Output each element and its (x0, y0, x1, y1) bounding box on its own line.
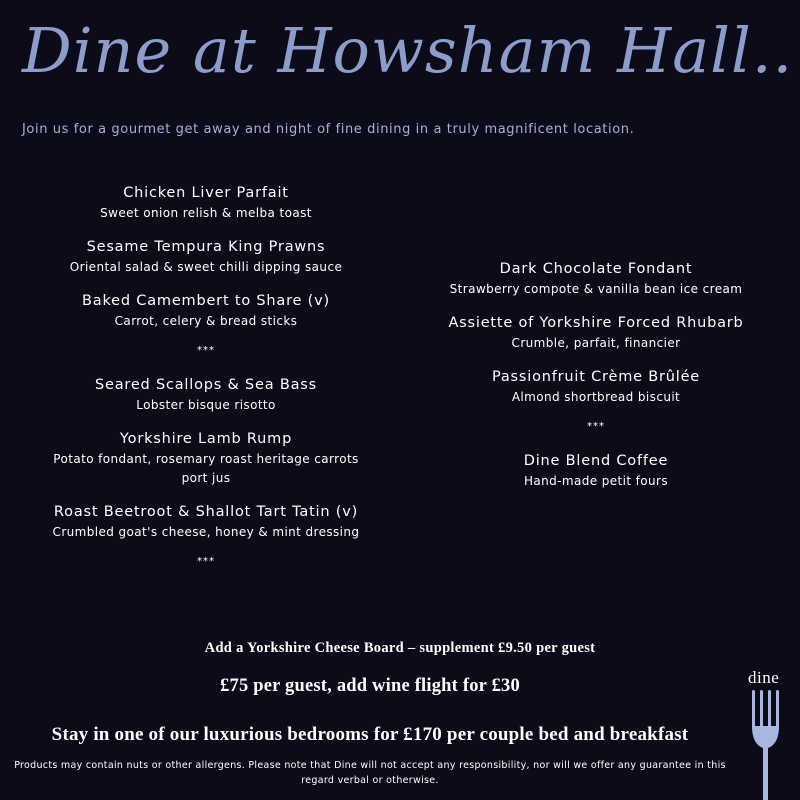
dish-name: Sesame Tempura King Prawns (86, 239, 326, 255)
course-separator: *** (587, 421, 605, 432)
price-line: £75 per guest, add wine flight for £30 (220, 676, 520, 696)
dish-description: Strawberry compote & vanilla bean ice cream (449, 282, 743, 296)
menu-item (420, 312, 772, 353)
dish-description: Almond shortbread biscuit (511, 390, 681, 404)
menu-item (20, 428, 392, 488)
intro-text: Join us for a gourmet get away and night of fine dining in a truly magnificent location. (22, 122, 635, 137)
dish-description: Potato fondant, rosemary roast heritage carrots (53, 452, 359, 466)
dish-description-extra: port jus (181, 471, 231, 485)
menu-item (20, 290, 392, 331)
menu-item (420, 258, 772, 299)
dish-name: Assiette of Yorkshire Forced Rhubarb (448, 315, 744, 331)
course-separator: *** (197, 556, 215, 567)
dish-description: Oriental salad & sweet chilli dipping sauce (69, 260, 343, 274)
dish-description: Lobster bisque risotto (136, 398, 276, 412)
allergen-disclaimer: Products may contain nuts or other allergens. Please note that Dine will not accept any responsibility, nor will we offer any guarantee in this regard verbal or otherwise. (14, 760, 726, 786)
menu-right-column (420, 258, 772, 504)
stay-offer: Stay in one of our luxurious bedrooms for £170 per couple bed and breakfast (51, 724, 689, 745)
menu-item (20, 374, 392, 415)
dish-name: Dark Chocolate Fondant (499, 261, 693, 277)
dish-name: Roast Beetroot & Shallot Tart Tatin (v) (53, 504, 359, 520)
menu-left-column (20, 182, 392, 585)
dish-name: Yorkshire Lamb Rump (119, 431, 293, 447)
dish-name: Passionfruit Crème Brûlée (491, 369, 701, 385)
menu-item (420, 450, 772, 491)
dish-name: Dine Blend Coffee (523, 453, 669, 469)
dish-name: Seared Scallops & Sea Bass (94, 377, 318, 393)
dish-name: Chicken Liver Parfait (123, 185, 289, 201)
dish-description: Carrot, celery & bread sticks (114, 314, 298, 328)
dish-description: Crumbled goat's cheese, honey & mint dressing (52, 525, 360, 539)
page-title: Dine at Howsham Hall.. (22, 14, 794, 87)
dine-logo-text: dine (748, 668, 780, 687)
dish-name: Baked Camembert to Share (v) (82, 293, 330, 309)
course-separator: *** (197, 345, 215, 356)
dish-description: Crumble, parfait, financier (511, 336, 681, 350)
fork-icon (744, 664, 794, 800)
menu-item (20, 236, 392, 277)
menu-item (420, 366, 772, 407)
cheese-board-offer: Add a Yorkshire Cheese Board – supplement £9.50 per guest (204, 640, 596, 656)
menu-item (20, 501, 392, 542)
menu-item (20, 182, 392, 223)
dish-description: Hand-made petit fours (523, 474, 669, 488)
dish-description: Sweet onion relish & melba toast (100, 206, 312, 220)
